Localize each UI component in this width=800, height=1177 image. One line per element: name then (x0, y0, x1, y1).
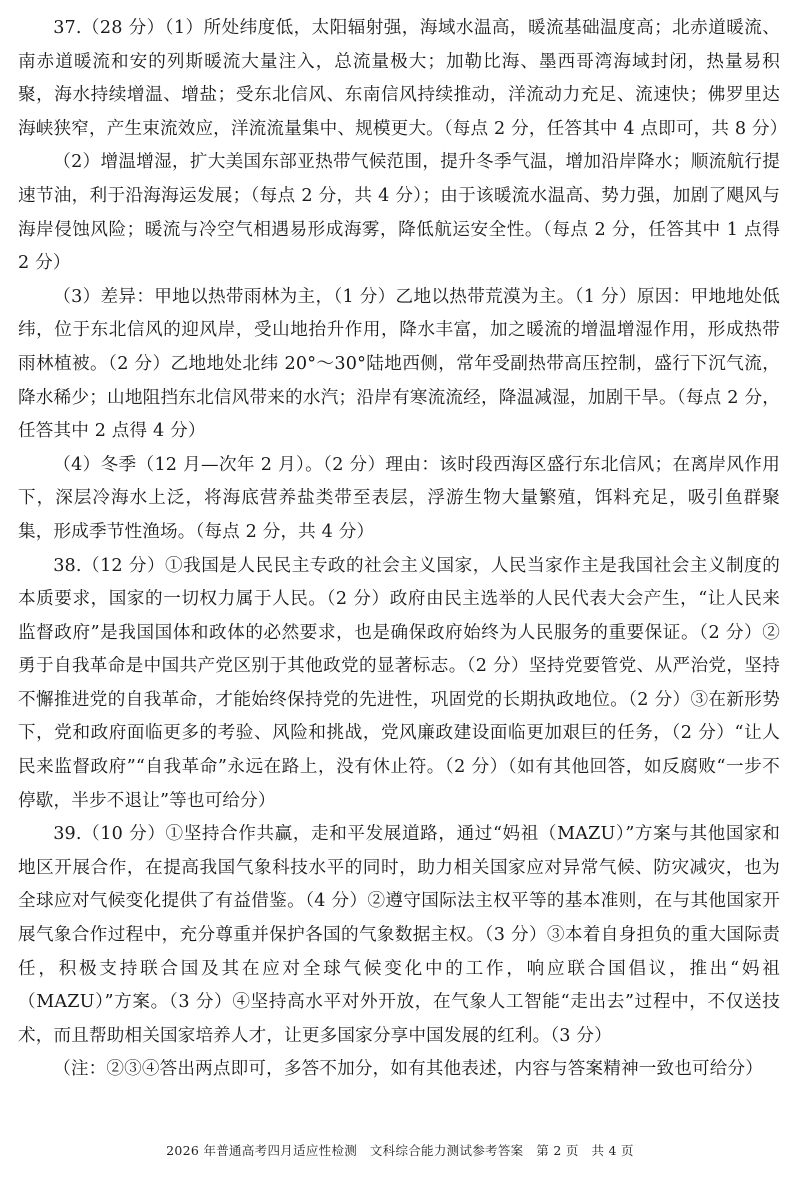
q37-part1-answer: 37.（28 分）（1）所处纬度低，太阳辐射强，海域水温高，暖流基础温度高；北赤道暖流、南赤道暖流和安的列斯暖流大量注入，总流量极大；加勒比海、墨西哥湾海域封闭，热量易积聚，海水持续增温、增盐；受东北信风、东南信风持续推动，洋流动力充足、流速快；佛罗里达海峡狭窄，产生束流效应，洋流流量集中、规模更大。（每点 2 分，任答其中 4 点即可，共 8 分） (18, 18, 788, 139)
q37-part2-answer: （2）增温增湿，扩大美国东部亚热带气候范围，提升冬季气温，增加沿岸降水；顺流航行提速节油，利于沿海海运发展；（每点 2 分，共 4 分）；由于该暖流水温高、势力强，加剧了飓风与海岸侵蚀风险；暖流与冷空气相遇易形成海雾，降低航运安全性。（每点 2 分，任答其中 1 点得 2 分） (18, 152, 780, 274)
page-footer: 2026 年普通高考四月适应性检测 文科综合能力测试参考答案 第 2 页 共 4 页 (166, 1143, 634, 1158)
answer-page (18, 12, 788, 1087)
q38-answer: 38.（12 分）①我国是人民民主专政的社会主义国家，人民当家作主是我国社会主义制度的本质要求，国家的一切权力属于人民。（2 分）政府由民主选举的人民代表大会产生，“让人民来监督政府”是我国国体和政体的必然要求，也是确保政府始终为人民服务的重要保证。（2 分）②勇于自我革命是中国共产党区别于其他政党的显著标志。（2 分）坚持党要管党、从严治党，坚持不懈推进党的自我革命，才能始终保持党的先进性，巩固党的长期执政地位。（2 分）③在新形势下，党和政府面临更多的考验、风险和挑战，党风廉政建设面临更加艰巨的任务，（2 分）“让人民来监督政府”“自我革命”永远在路上，没有休止符。（2 分）（如有其他回答，如反腐败“一步不停歇，半步不退让”等也可给分） (18, 555, 780, 811)
q39-answer: 39.（10 分）①坚持合作共赢，走和平发展道路，通过“妈祖（MAZU）”方案与其他国家和地区开展合作，在提高我国气象科技水平的同时，助力相关国家应对异常气候、防灾减灾，也为全球应对气候变化提供了有益借鉴。（4 分）②遵守国际法主权平等的基本准则，在与其他国家开展气象合作过程中，充分尊重并保护各国的气象数据主权。（3 分）③本着自身担负的重大国际责任，积极支持联合国及其在应对全球气候变化中的工作，响应联合国倡议，推出“妈祖（MAZU）”方案。（3 分）④坚持高水平对外开放，在气象人工智能“走出去”过程中，不仅送技术，而且帮助相关国家培养人才，让更多国家分享中国发展的红利。（3 分） (18, 824, 780, 1046)
q37-part4-answer: （4）冬季（12 月—次年 2 月）。（2 分）理由：该时段西海区盛行东北信风；在离岸风作用下，深层冷海水上泛，将海底营养盐类带至表层，浮游生物大量繁殖，饵料充足，吸引鱼群聚集，形成季节性渔场。（每点 2 分，共 4 分） (18, 454, 780, 542)
q39-note: （注：②③④答出两点即可，多答不加分，如有其他表述，内容与答案精神一致也可给分） (53, 1059, 763, 1080)
q37-part3-answer: （3）差异：甲地以热带雨林为主，（1 分）乙地以热带荒漠为主。（1 分）原因：甲地地处低纬，位于东北信风的迎风岸，受山地抬升作用，降水丰富，加之暖流的增温增湿作用，形成热带雨林植被。（2 分）乙地地处北纬 20°～30°陆地西侧，常年受副热带高压控制，盛行下沉气流，降水稀少；山地阻挡东北信风带来的水汽；沿岸有寒流流经，降温减湿，加剧干旱。（每点 2 分，任答其中 2 点得 4 分） (18, 286, 780, 442)
